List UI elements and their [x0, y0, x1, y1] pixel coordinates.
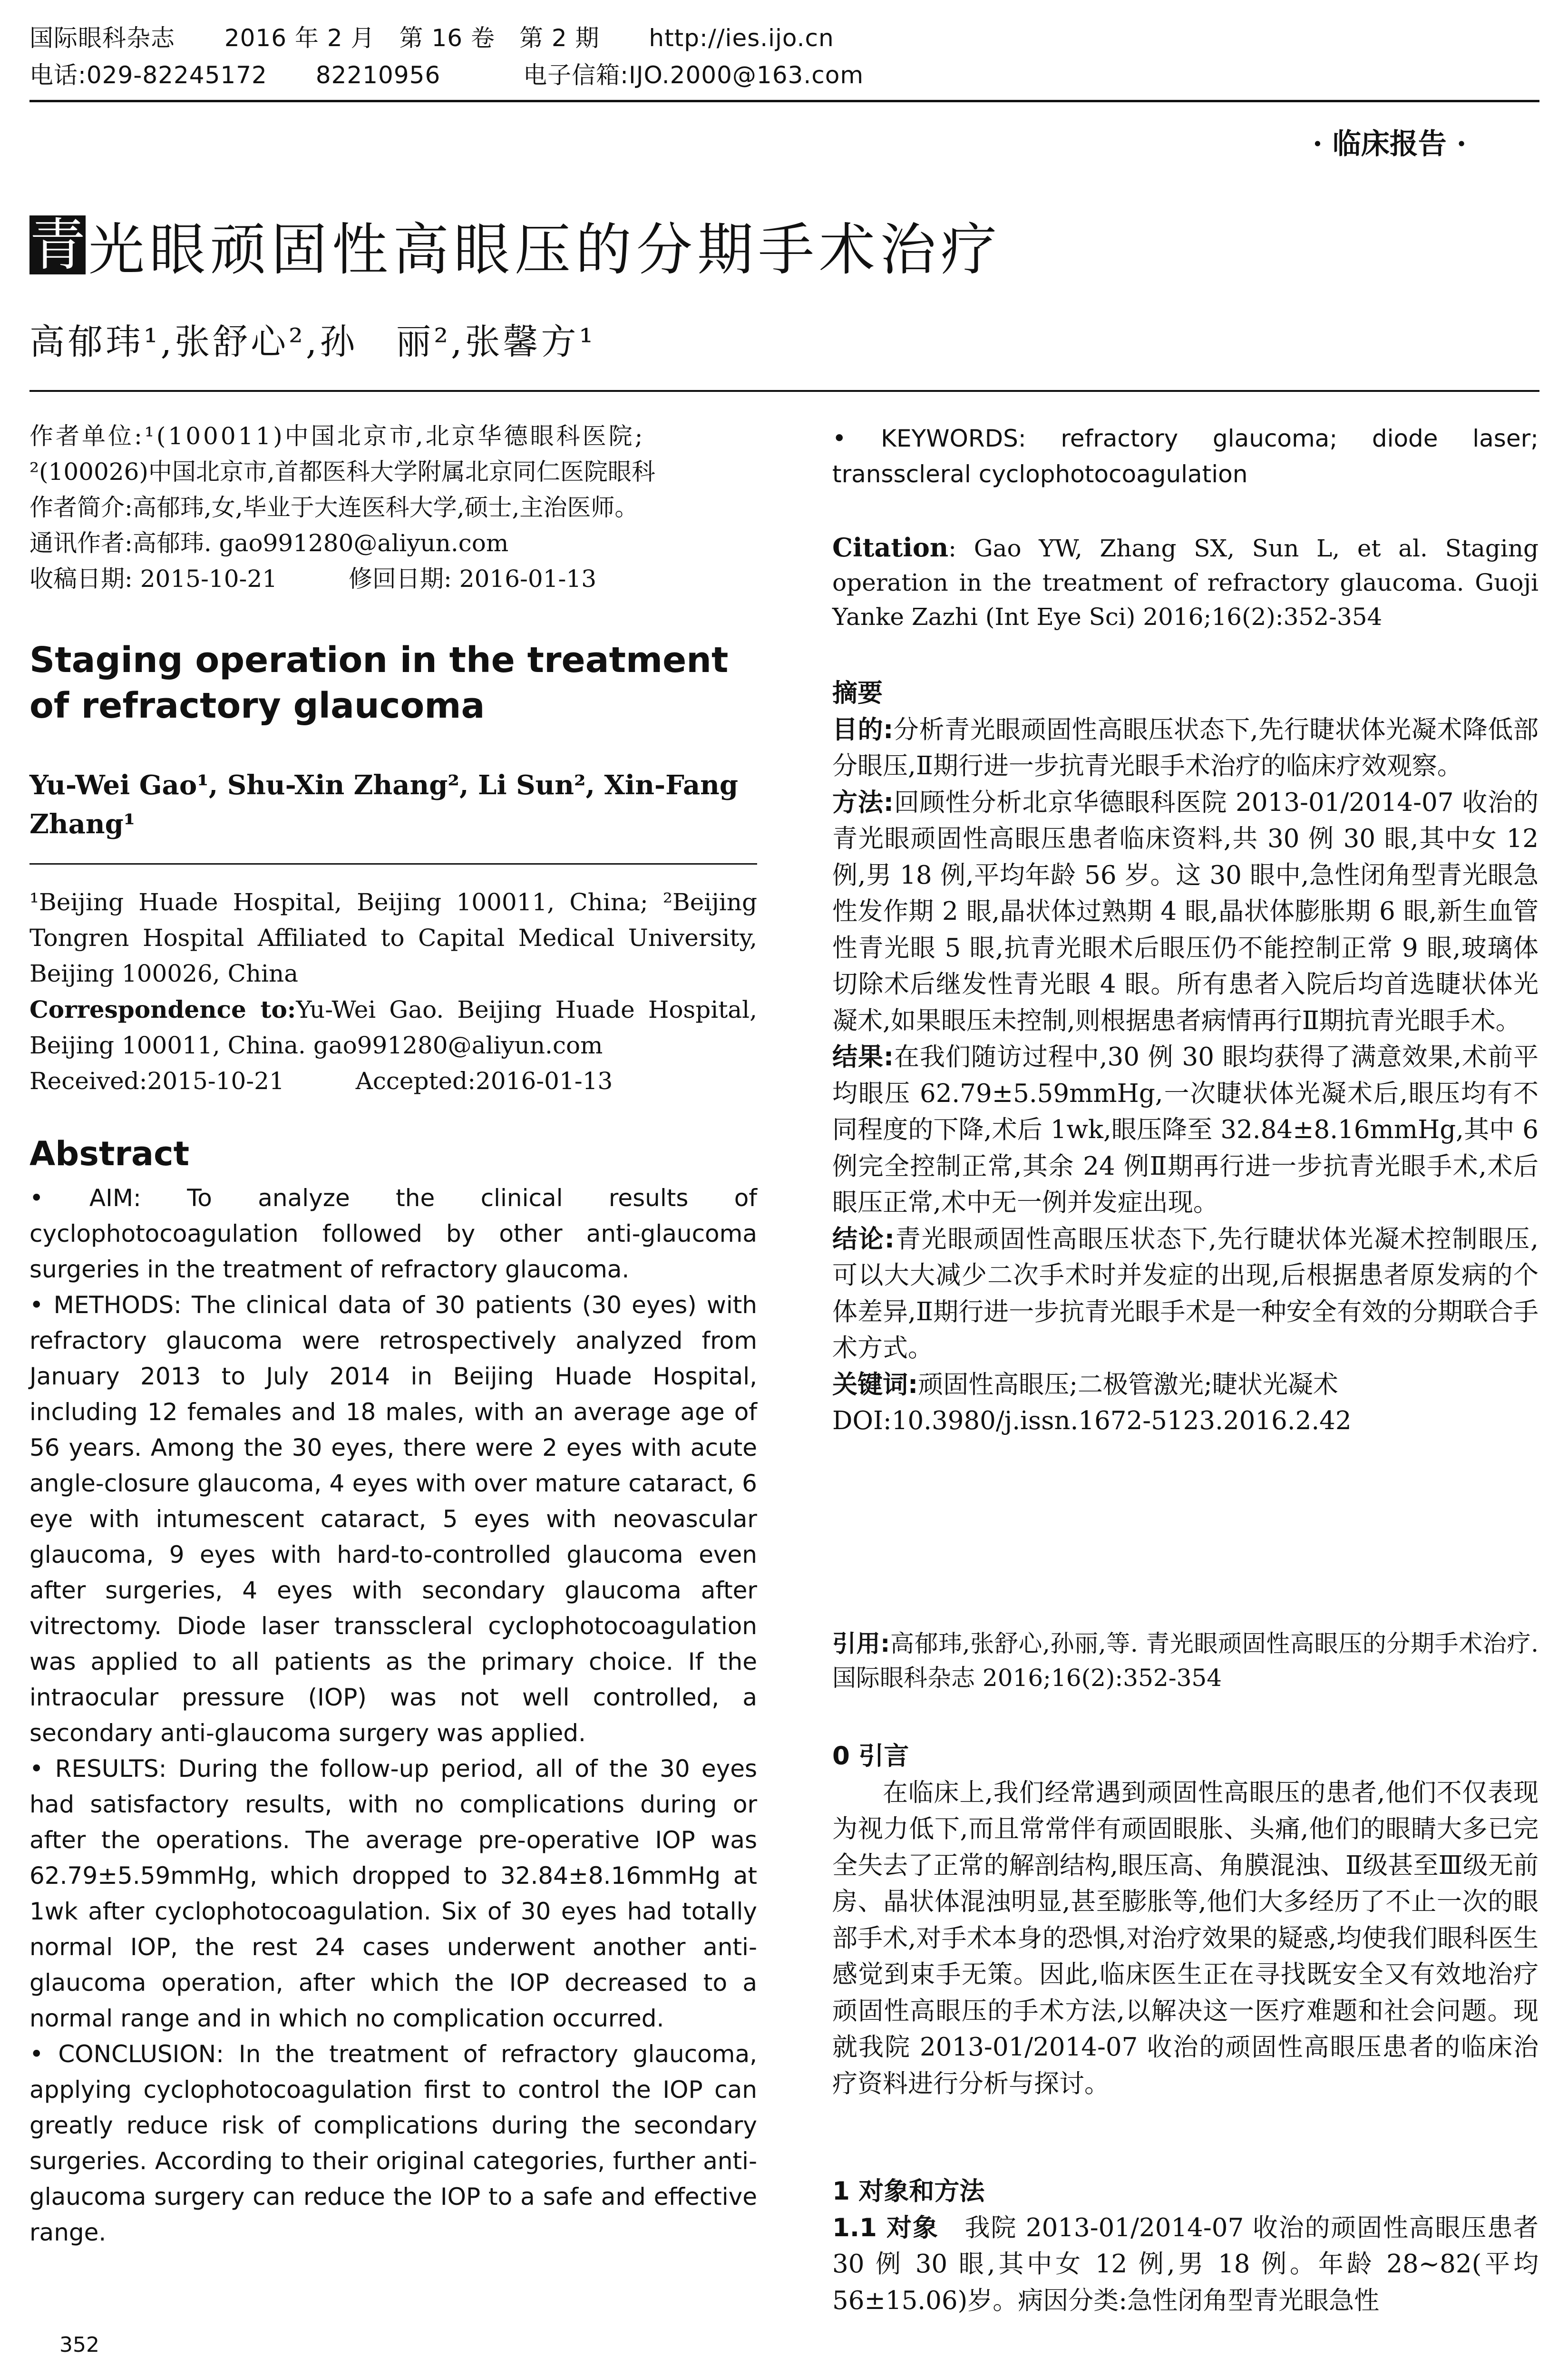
conclusion-label-cn: 结论: — [832, 1224, 895, 1254]
authors-en: Yu-Wei Gao¹, Shu-Xin Zhang², Li Sun², Xin-Fang Zhang¹ — [29, 770, 739, 840]
citation-cn — [832, 1627, 1539, 1695]
cite-cn-text: 高郁玮,张舒心,孙丽,等. 青光眼顽固性高眼压的分期手术治疗. 国际眼科杂志 2016;16(2):352-354 — [832, 1630, 1539, 1692]
keywords-text-cn: 顽固性高眼压;二极管激光;睫状光凝术 — [918, 1370, 1338, 1399]
intro-text: 在临床上,我们经常遇到顽固性高眼压的患者,他们不仅表现为视力低下,而且常常伴有顽固眼胀、头痛,他们的眼睛大多已完全失去了正常的解剖结构,眼压高、角膜混浊、Ⅱ级甚至Ⅲ级无前房、晶状体混浊明显,甚至膨胀等,他们大多经历了不止一次的眼部手术,对手术本身的恐惧,对治疗效果的疑惑,均使我们眼科医生感觉到束手无策。因此,临床医生正在寻找既安全又有效地治疗顽固性高眼压的手术方法,以解决这一医疗难题和社会问题。现就我院 2013-01/2014-07 收治的顽固性高眼压患者的临床治疗资料进行分析与探讨。 — [832, 1778, 1539, 2098]
affiliation-cn — [29, 419, 757, 597]
received-dates-en: Received:2015-10-21 Accepted:2016-01-13 — [29, 1067, 613, 1095]
aim-text-cn: 分析青光眼顽固性高眼压状态下,先行睫状体光凝术降低部分眼压,Ⅱ期行进一步抗青光眼手术治疗的临床疗效观察。 — [832, 715, 1539, 780]
conclusion-text-cn: 青光眼顽固性高眼压状态下,先行睫状体光凝术控制眼压,可以大大减少二次手术时并发症的出现,后根据患者原发病的个体差异,Ⅱ期行进一步抗青光眼手术是一种安全有效的分期联合手术方式。 — [832, 1224, 1539, 1363]
subjects-text: 我院 2013-01/2014-07 收治的顽固性高眼压患者 30 例 30 眼,其中女 12 例,男 18 例。年龄 28~82(平均 56±15.06)岁。病因分类:急性闭角型青光眼急性 — [832, 2213, 1539, 2315]
doi[interactable]: DOI:10.3980/j.issn.1672-5123.2016.2.42 — [832, 1406, 1352, 1435]
title-rest: 光眼顽固性高眼压的分期手术治疗 — [88, 217, 1002, 283]
author-bio: 作者简介:高郁玮,女,毕业于大连医科大学,硕士,主治医师。 — [29, 494, 639, 521]
abstract-conclusion: • CONCLUSION: In the treatment of refractory glaucoma, applying cyclophotocoagulation first to control the IOP can greatly reduce risk of complications during the secondary surgeries. According to their original categories, further anti-glaucoma surgery can reduce the IOP to a safe and effective range. — [29, 2040, 757, 2246]
keywords-label-cn: 关键词: — [832, 1370, 918, 1399]
affil-en-rule — [29, 863, 757, 865]
correspondence-text: Yu-Wei Gao. Beijing Huade Hospital, Beijing 100011, China. gao991280@aliyun.com — [29, 996, 757, 1059]
abstract-cn-conclusion — [832, 1221, 1539, 1367]
citation-en — [832, 530, 1539, 634]
citation-text: : Gao YW, Zhang SX, Sun L, et al. Staging operation in the treatment of refractory glaucoma. Guoji Yanke Zazhi (Int Eye Sci) 2016;16(2):352-354 — [832, 535, 1539, 631]
keywords-cn — [832, 1367, 1539, 1403]
header-rule — [29, 100, 1539, 102]
abstract-cn — [832, 675, 1539, 1440]
affil-cn-line2: ²(100026)中国北京市,首都医科大学附属北京同仁医院眼科 — [29, 458, 655, 486]
title-first-char: 青 — [29, 212, 86, 278]
abstract-aim: • AIM: To analyze the clinical results of cyclophotocoagulation followed by other anti-glaucoma surgeries in the treatment of refractory glaucoma. — [29, 1184, 757, 1283]
methods-label-cn: 方法: — [832, 788, 894, 817]
abstract-heading-cn: 摘要 — [832, 679, 883, 708]
received-dates-cn: 收稿日期: 2015-10-21 修回日期: 2016-01-13 — [29, 565, 597, 593]
article-title-cn — [29, 205, 1002, 285]
abstract-cn-results — [832, 1039, 1539, 1221]
results-label-cn: 结果: — [832, 1042, 894, 1072]
methods-heading: 1 对象和方法 — [832, 2177, 985, 2206]
subjects-paragraph — [832, 2210, 1539, 2319]
corresponding-author: 通讯作者:高郁玮. gao991280@aliyun.com — [29, 529, 509, 557]
journal-url[interactable]: http://ies.ijo.cn — [649, 24, 834, 52]
title-rule — [29, 390, 1539, 392]
intro-heading: 0 引言 — [832, 1742, 909, 1771]
phone-number: 电话:029-82245172 82210956 — [29, 61, 441, 89]
journal-name: 国际眼科杂志 — [29, 24, 175, 52]
affiliation-en — [29, 885, 757, 1099]
article-title-en: Staging operation in the treatment of refractory glaucoma — [29, 640, 729, 726]
abstract-results: • RESULTS: During the follow-up period, all of the 30 eyes had satisfactory results, with no complications during or after the operations. The average pre-operative IOP was 62.79±5.59mmHg, which dropped to 32.84±8.16mmHg at 1wk after cyclophotocoagulation. Six of 30 eyes had totally normal IOP, the rest 24 cases underwent another anti-glaucoma operation, after which the IOP decreased to a normal range and in which no complication occurred. — [29, 1755, 757, 2032]
page-number: 352 — [59, 2333, 99, 2357]
abstract-cn-aim — [832, 712, 1539, 785]
issue-info: 2016 年 2 月 第 16 卷 第 2 期 — [224, 24, 600, 52]
affil-en-text: ¹Beijing Huade Hospital, Beijing 100011, China; ²Beijing Tongren Hospital Affiliated to Capital Medical University, Beijing 100026, China — [29, 888, 757, 987]
correspondence — [29, 992, 757, 1063]
methods-section — [832, 2173, 1539, 2319]
methods-text-cn: 回顾性分析北京华德眼科医院 2013-01/2014-07 收治的青光眼顽固性高眼压患者临床资料,共 30 例 30 眼,其中女 12 例,男 18 例,平均年龄 56 岁。这 30 眼中,急性闭角型青光眼急性发作期 2 眼,晶状体过熟期 4 眼,晶状体膨胀期 6 眼,新生血管性青光眼 5 眼,抗青光眼术后眼压仍不能控制正常 9 眼,玻璃体切除术后继发性青光眼 4 眼。所有患者入院后均首选睫状体光凝术,如果眼压未控制,则根据患者病情再行Ⅱ期抗青光眼手术。 — [832, 788, 1539, 1035]
affil-cn-line1: 作者单位:¹(100011)中国北京市,北京华德眼科医院; — [29, 422, 645, 450]
abstract-cn-methods — [832, 785, 1539, 1040]
subjects-heading: 1.1 对象 — [832, 2213, 939, 2242]
abstract-heading-en: Abstract — [29, 1134, 190, 1173]
citation-label: Citation — [832, 532, 949, 563]
cite-cn-label: 引用: — [832, 1630, 890, 1657]
correspondence-label: Correspondence to: — [29, 995, 296, 1023]
abstract-en — [29, 1180, 757, 2250]
authors-cn: 高郁玮¹,张舒心²,孙 丽²,张馨方¹ — [29, 321, 596, 362]
introduction — [832, 1738, 1539, 2102]
aim-label-cn: 目的: — [832, 715, 894, 744]
section-tag: · 临床报告 · — [1313, 127, 1467, 161]
abstract-methods: • METHODS: The clinical data of 30 patients (30 eyes) with refractory glaucoma were retrospectively analyzed from January 2013 to July 2014 in Beijing Huade Hospital, including 12 females and 18 males, with an average age of 56 years. Among the 30 eyes, there were 2 eyes with acute angle-closure glaucoma, 4 eyes with over mature cataract, 6 eye with intumescent cataract, 5 eyes with neovascular glaucoma, 9 eyes with hard-to-controlled glaucoma even after surgeries, 4 eyes with secondary glaucoma after vitrectomy. Diode laser transscleral cyclophotocoagulation was applied to all patients as the primary choice. If the intraocular pressure (IOP) was not well controlled, a secondary anti-glaucoma surgery was applied. — [29, 1291, 757, 1747]
keywords-en: • KEYWORDS: refractory glaucoma; diode laser; transscleral cyclophotocoagulation — [832, 425, 1539, 488]
email-address[interactable]: 电子信箱:IJO.2000@163.com — [523, 61, 864, 89]
running-header-line2 — [29, 56, 864, 90]
results-text-cn: 在我们随访过程中,30 例 30 眼均获得了满意效果,术前平均眼压 62.79±5.59mmHg,一次睫状体光凝术后,眼压均有不同程度的下降,术后 1wk,眼压降至 32.84±8.16mmHg,其中 6 例完全控制正常,其余 24 例Ⅱ期再行进一步抗青光眼手术,术后眼压正常,术中无一例并发症出现。 — [832, 1042, 1539, 1217]
running-header-line1 — [29, 19, 834, 53]
